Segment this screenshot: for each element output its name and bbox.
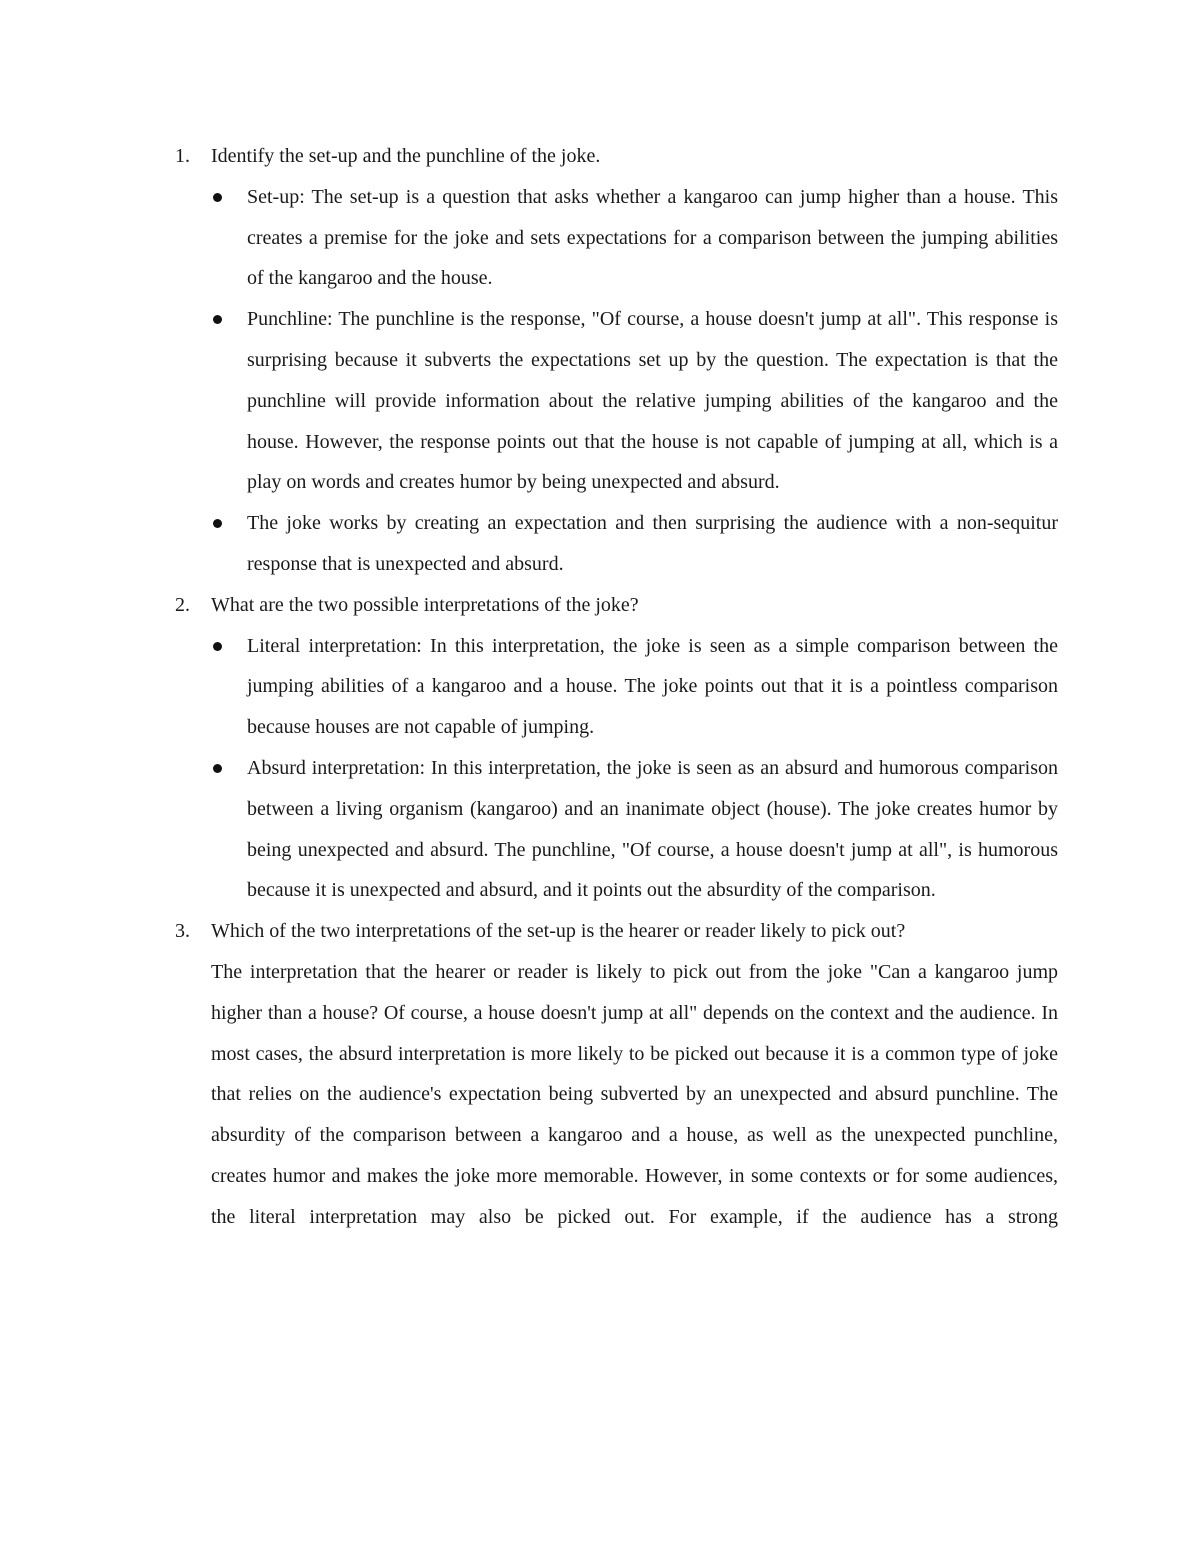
question-1-number: 1. <box>175 145 190 167</box>
question-3-number: 3. <box>175 920 190 943</box>
bullet-text: Set-up: The set-up is a question that asks whether a kangaroo can jump higher than a house. This creates a premise for the joke and sets expectations for a comparison between the jumping abilities of the kangaroo and the house. <box>247 185 1058 290</box>
bullet-item-joke-works <box>211 503 1058 585</box>
question-1-text: Identify the set-up and the punchline of the joke. <box>211 145 601 167</box>
bullet-icon <box>213 315 222 324</box>
question-2-text: What are the two possible interpretations of the joke? <box>211 593 639 616</box>
bullet-icon <box>213 642 222 651</box>
question-1 <box>175 136 1058 585</box>
bullet-item-absurd <box>211 748 1058 911</box>
bullet-icon <box>213 764 222 773</box>
bullet-item-setup <box>211 177 1058 299</box>
bullet-text: Absurd interpretation: In this interpretation, the joke is seen as an absurd and humorous comparison between a living organism (kangaroo) and an inanimate object (house). The joke creates humor by being unexpected and absurd. The punchline, "Of course, a house doesn't jump at all", is humorous because it is unexpected and absurd, and it points out the absurdity of the comparison. <box>247 756 1058 902</box>
question-3-answer: The interpretation that the hearer or reader is likely to pick out from the joke "Can a kangaroo jump higher than a house? Of course, a house doesn't jump at all" depends on the context and the audience. In most cases, the absurd interpretation is more likely to be picked out because it is a common type of joke that relies on the audience's expectation being subverted by an unexpected and absurd punchline. The absurdity of the comparison between a kangaroo and a house, as well as the unexpected punchline, creates humor and makes the joke more memorable. However, in some contexts or for some audiences, the literal interpretation may also be picked out. For example, if the audience has a strong <box>211 960 1058 1228</box>
question-2 <box>175 585 1058 911</box>
bullet-icon <box>213 193 222 202</box>
question-3 <box>175 911 1058 1237</box>
question-2-bullets <box>211 626 1058 912</box>
question-3-text: Which of the two interpretations of the set-up is the hearer or reader likely to pick out? <box>211 920 906 943</box>
bullet-text: Literal interpretation: In this interpretation, the joke is seen as a simple comparison between the jumping abilities of a kangaroo and a house. The joke points out that it is a pointless comparison because houses are not capable of jumping. <box>247 634 1058 739</box>
bullet-text: Punchline: The punchline is the response, "Of course, a house doesn't jump at all". This response is surprising because it subverts the expectations set up by the question. The expectation is that the punchline will provide information about the relative jumping abilities of the kangaroo and the house. However, the response points out that the house is not capable of jumping at all, which is a play on words and creates humor by being unexpected and absurd. <box>247 308 1058 494</box>
question-2-number: 2. <box>175 593 190 616</box>
bullet-item-literal <box>211 626 1058 748</box>
bullet-icon <box>213 519 222 528</box>
bullet-item-punchline <box>211 299 1058 503</box>
document-body <box>175 136 1058 1238</box>
question-1-bullets <box>211 177 1058 585</box>
bullet-text: The joke works by creating an expectation and then surprising the audience with a non-sequitur response that is unexpected and absurd. <box>247 512 1058 575</box>
